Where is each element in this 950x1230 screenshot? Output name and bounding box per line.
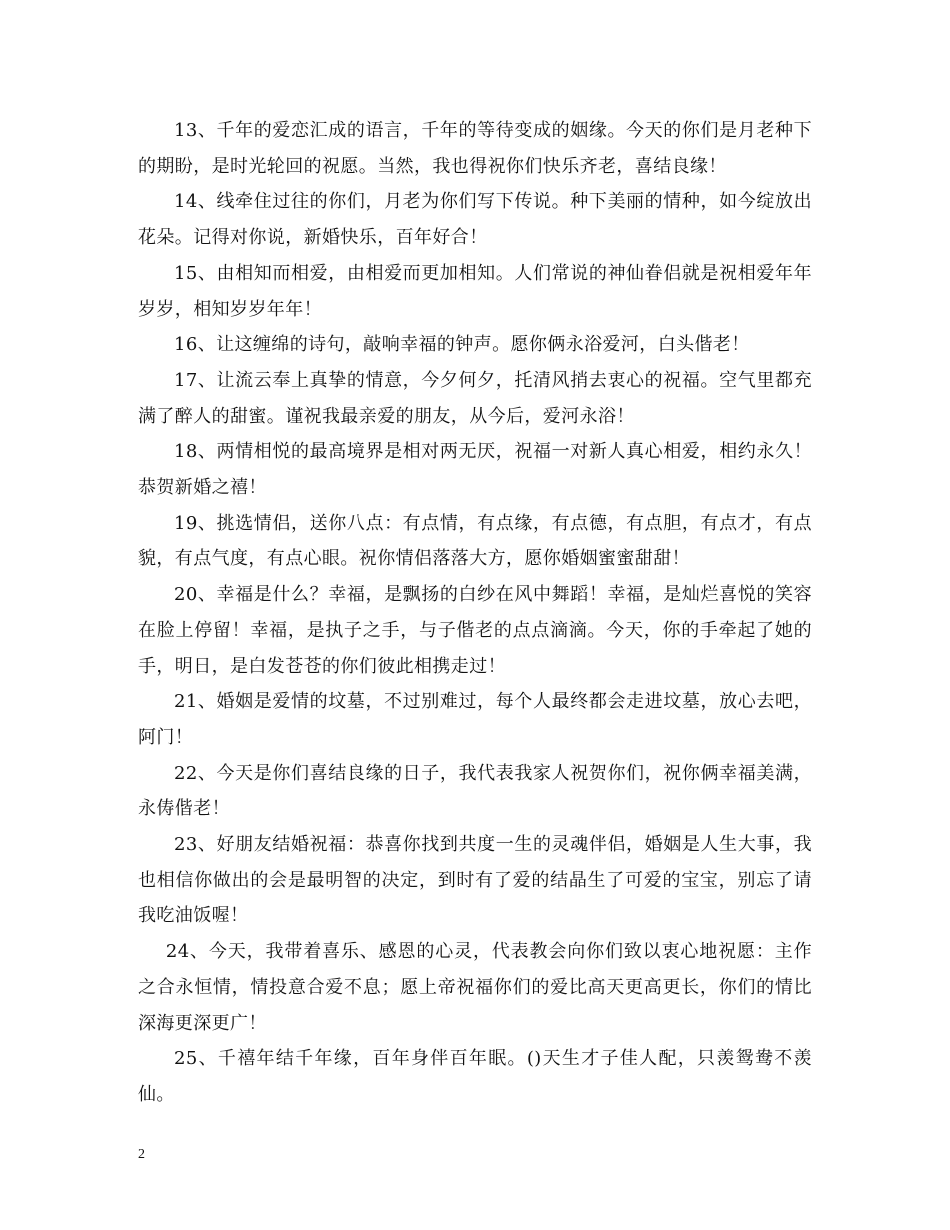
paragraph-25: 25、千禧年结千年缘，百年身伴百年眠。()天生才子佳人配，只羡鸳鸯不羡仙。 — [138, 1048, 812, 1105]
paragraph-13: 13、千年的爱恋汇成的语言，千年的等待变成的姻缘。今天的你们是月老种下的期盼，是时光轮回的祝愿。当然，我也得祝你们快乐齐老，喜结良缘！ — [138, 120, 812, 177]
paragraph-23: 23、好朋友结婚祝福：恭喜你找到共度一生的灵魂伴侣，婚姻是人生大事，我也相信你做出的会是最明智的决定，到时有了爱的结晶生了可爱的宝宝，别忘了请我吃油饭喔！ — [138, 834, 812, 927]
paragraph-20: 20、幸福是什么？幸福，是飘扬的白纱在风中舞蹈！幸福，是灿烂喜悦的笑容在脸上停留！幸福，是执子之手，与子偕老的点点滴滴。今天，你的手牵起了她的手，明日，是白发苍苍的你们彼此相携走过！ — [138, 584, 812, 677]
paragraph-21: 21、婚姻是爱情的坟墓，不过别难过，每个人最终都会走进坟墓，放心去吧，阿门！ — [138, 691, 812, 748]
page-number: 2 — [138, 1147, 145, 1162]
paragraph-19: 19、挑选情侣，送你八点：有点情，有点缘，有点德，有点胆，有点才，有点貌，有点气度，有点心眼。祝你情侣落落大方，愿你婚姻蜜蜜甜甜！ — [138, 512, 812, 570]
paragraph-16: 16、让这缠绵的诗句，敲响幸福的钟声。愿你俩永浴爱河，白头偕老！ — [174, 334, 750, 356]
document-body — [138, 113, 812, 1113]
paragraph-17: 17、让流云奉上真挚的情意，今夕何夕，托清风捎去衷心的祝福。空气里都充满了醉人的甜蜜。谨祝我最亲爱的朋友，从今后，爱河永浴！ — [138, 369, 812, 427]
paragraph-22: 22、今天是你们喜结良缘的日子，我代表我家人祝贺你们，祝你俩幸福美满，永俦偕老！ — [138, 762, 812, 820]
paragraph-24: 24、今天，我带着喜乐、感恩的心灵，代表教会向你们致以衷心地祝愿：主作之合永恒情，情投意合爱不息；愿上帝祝福你们的爱比高天更高更长，你们的情比深海更深更广！ — [138, 941, 812, 1034]
paragraph-18: 18、两情相悦的最高境界是相对两无厌，祝福一对新人真心相爱，相约永久！恭贺新婚之禧！ — [138, 441, 812, 499]
paragraph-15: 15、由相知而相爱，由相爱而更加相知。人们常说的神仙眷侣就是祝相爱年年岁岁，相知岁岁年年！ — [138, 262, 812, 320]
paragraph-14: 14、线牵住过往的你们，月老为你们写下传说。种下美丽的情种，如今绽放出花朵。记得对你说，新婚快乐，百年好合！ — [138, 191, 812, 249]
